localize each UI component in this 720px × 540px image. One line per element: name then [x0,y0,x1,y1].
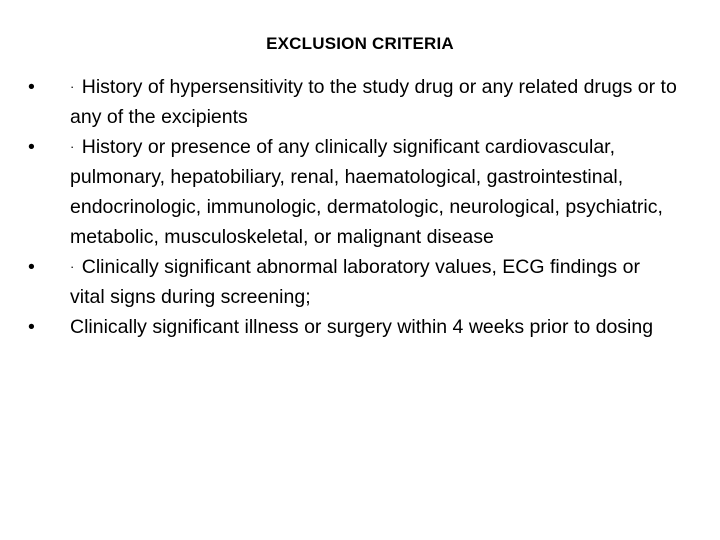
list-item-text: History or presence of any clinically significant cardiovascular, pulmonary, hepatobiliary, renal, haematological, gastrointestinal, endocrinologic, immunologic, dermatologic, neurological, psychiatric, metabolic, musculoskeletal, or malignant disease [70,136,663,248]
criteria-list [28,72,678,342]
list-item-text: Clinically significant abnormal laboratory values, ECG findings or vital signs during screening; [70,256,640,308]
sub-bullet-icon: · [70,139,75,154]
bullet-icon: • [28,136,35,158]
sub-bullet-icon: · [70,79,75,94]
bullet-icon: • [28,256,35,278]
bullet-icon: • [28,76,35,98]
list-item [28,132,678,252]
bullet-icon: • [28,316,35,338]
list-item [28,252,678,312]
sub-bullet-icon: · [70,259,75,274]
list-item [28,312,678,342]
list-item [28,72,678,132]
list-item-text: History of hypersensitivity to the study drug or any related drugs or to any of the excipients [70,76,677,128]
slide-title: EXCLUSION CRITERIA [266,34,454,53]
list-item-text: Clinically significant illness or surgery within 4 weeks prior to dosing [70,316,654,338]
